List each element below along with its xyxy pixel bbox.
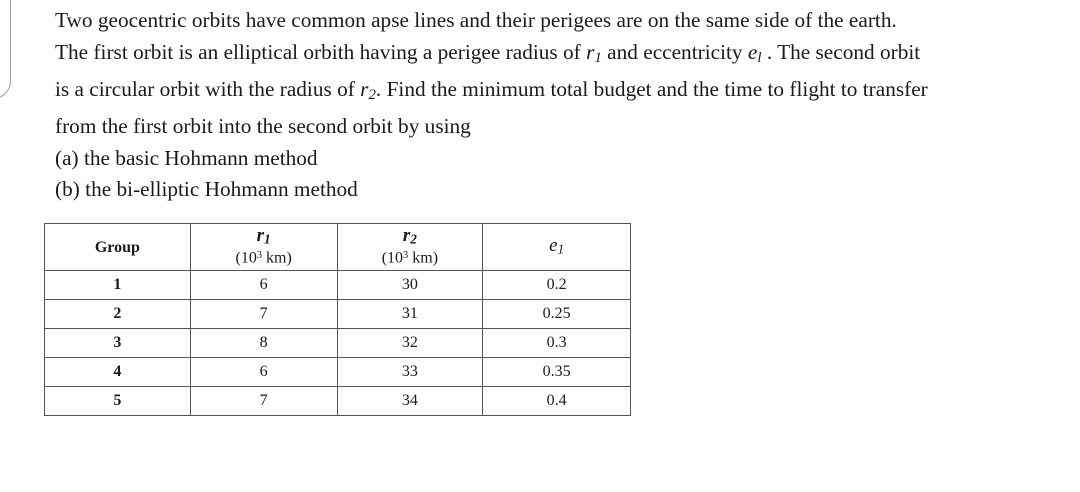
header-e1: $e_1$ (483, 224, 631, 271)
cell-e1: 0.3 (483, 329, 631, 358)
cell-r1: 7 (190, 300, 337, 329)
cell-group: 3 (45, 329, 191, 358)
r1-symbol: $r_1$ (586, 39, 602, 66)
cell-r2: 32 (337, 329, 483, 358)
item-a: (a) the basic Hohmann method (55, 145, 318, 170)
header-r2: $r_2$ ($10^3$ km) (337, 224, 483, 271)
cell-group: 1 (45, 271, 191, 300)
table-row (45, 329, 631, 358)
left-margin-bracket (0, 0, 11, 99)
table-row (45, 271, 631, 300)
cell-r2: 33 (337, 358, 483, 387)
r2-symbol: $r_2$ (360, 76, 376, 103)
cell-r1: 6 (190, 358, 337, 387)
cell-group: 4 (45, 358, 191, 387)
cell-r2: 31 (337, 300, 483, 329)
header-group: Group (45, 224, 191, 271)
e-symbol: $e_l$ (747, 39, 762, 66)
cell-r2: 30 (337, 271, 483, 300)
cell-e1: 0.2 (483, 271, 631, 300)
cell-group: 2 (45, 300, 191, 329)
table-header-row (45, 224, 631, 271)
orbit-data-table (44, 223, 631, 416)
cell-e1: 0.4 (483, 387, 631, 416)
problem-line-1: Two geocentric orbits have common apse lines and their perigees are on the same side of the earth. (55, 8, 897, 32)
table-row (45, 300, 631, 329)
table-row (45, 358, 631, 387)
item-b: (b) the bi-elliptic Hohmann method (55, 177, 358, 202)
cell-r1: 7 (190, 387, 337, 416)
cell-e1: 0.25 (483, 300, 631, 329)
header-r1: $r_1$ ($10^3$ km) (190, 224, 337, 271)
problem-line-2: The first orbit is an elliptical orbith having a perigee radius of $r_1$ and eccentricity $e_l$ . The second orbit (55, 39, 921, 66)
cell-r2: 34 (337, 387, 483, 416)
cell-e1: 0.35 (483, 358, 631, 387)
cell-r1: 8 (190, 329, 337, 358)
cell-r1: 6 (190, 271, 337, 300)
problem-statement (55, 5, 1035, 206)
problem-line-4: from the first orbit into the second orbit by using (55, 114, 471, 139)
problem-line-3: is a circular orbit with the radius of $r_2$. Find the minimum total budget and the time to flight to transfer (55, 76, 928, 103)
cell-group: 5 (45, 387, 191, 416)
table-row (45, 387, 631, 416)
